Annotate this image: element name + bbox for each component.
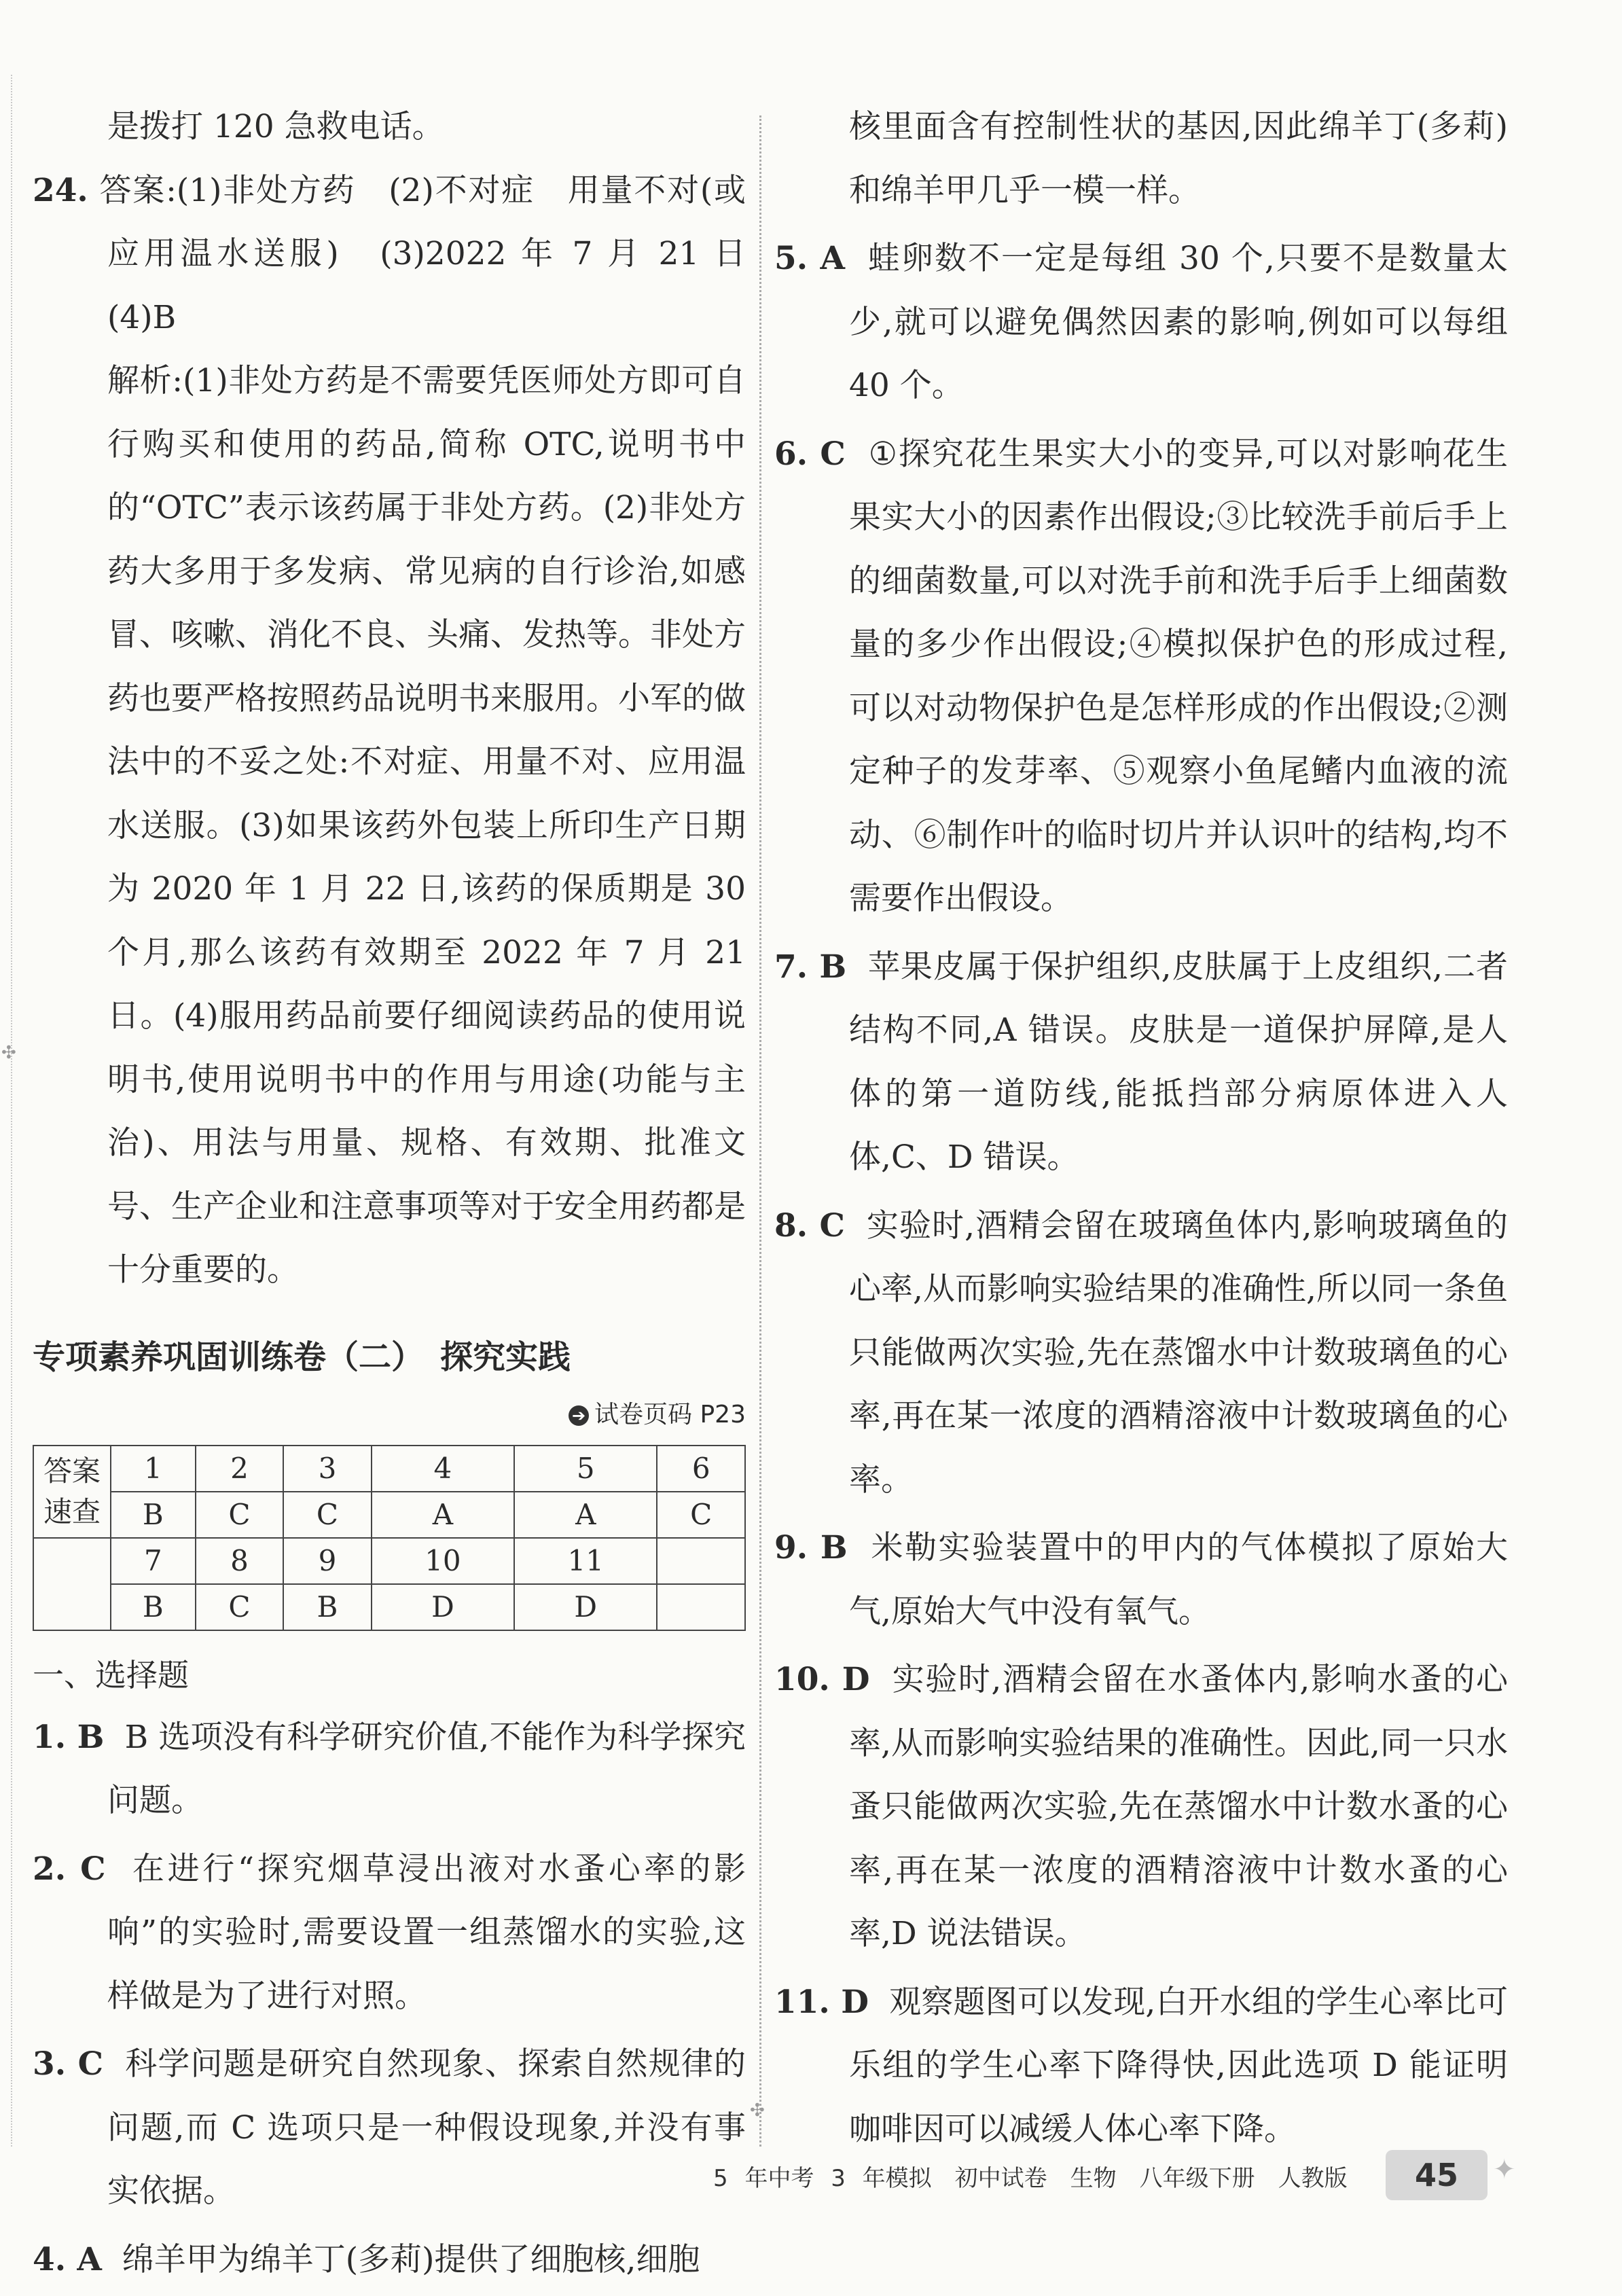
list-item [33,1837,746,2028]
section-title: 专项素养巩固训练卷（二） 探究实践 [33,1338,571,1376]
answer-text: 答案:(1)非处方药 (2)不对症 用量不对(或应用温水送服) (3)2022 年 7 月 21 日 (4)B [99,171,778,336]
table-cell: C [196,1584,284,1630]
binding-mark-icon: ✣ [750,2100,765,2121]
table-cell: B [111,1584,196,1630]
item-text: 观察题图可以发现,白开水组的学生心率比可乐组的学生心率下降得快,因此选项 D 能证明咖啡因可以减缓人体心率下降。 [849,1983,1508,2148]
analysis-text: 解析:(1)非处方药是不需要凭医师处方即可自行购买和使用的药品,简称 OTC,说明书中的“OTC”表示该药属于非处方药。(2)非处方药大多用于多发病、常见病的自行诊治,如感冒、咳嗽、消化不良、头痛、发热等。非处方药也要严格按照药品说明书来服用。小军的做法中的不妥之处:不对症、用量不对、应用温水送服。(3)如果该药外包装上所印生产日期为 2020 年 1 月 22 日,该药的保质期是 30 个月,那么该药有效期至 2022 年 7 月 21 日。(4)服用药品前要仔细阅读药品的使用说明书,使用说明书中的作用与用途(功能与主治)、用法与用量、规格、有效期、批准文号、生产企业和注意事项等对于安全用药都是十分重要的。 [107,362,746,1289]
table-cell: 2 [196,1446,284,1492]
continued-text: 核里面含有控制性状的基因,因此绵羊丁(多莉)和绵羊甲几乎一模一样。 [849,108,1508,209]
table-cell: A [372,1492,514,1538]
item-text: 在进行“探究烟草浸出液对水蚤心率的影响”的实验时,需要设置一组蒸馏水的实验,这样做是为了进行对照。 [107,1850,746,2015]
item-text: ①探究花生果实大小的变异,可以对影响花生果实大小的因素作出假设;③比较洗手前后手上的细菌数量,可以对洗手前和洗手后手上细菌数量的多少作出假设;④模拟保护色的形成过程,可以对动物保护色是怎样形成的作出假设;②测定种子的发芽率、⑤观察小鱼尾鳍内血液的流动、⑥制作叶的临时切片并认识叶的结构,均不需要作出假设。 [849,435,1509,917]
item-text: 实验时,酒精会留在玻璃鱼体内,影响玻璃鱼的心率,从而影响实验结果的准确性,所以同一条鱼只能做两次实验,先在蒸馏水中计数玻璃鱼的心率,再在某一浓度的酒精溶液中计数玻璃鱼的心率。 [849,1206,1508,1499]
list-item [774,423,1508,931]
question-number: 24. [33,171,88,209]
table-label: 答案 速查 [33,1446,111,1538]
table-cell: 6 [657,1446,745,1492]
list-item [774,227,1508,418]
table-cell [657,1584,745,1630]
list-item [774,935,1508,1189]
page-footer [713,2150,1596,2204]
question-24 [33,159,778,1302]
item-number: 4. A [33,2240,102,2278]
table-cell [657,1538,745,1584]
table-cell: 11 [514,1538,657,1584]
list-item [774,1516,1508,1643]
page-reference [33,1395,746,1442]
answer-table [33,1445,746,1631]
table-cell: C [657,1492,745,1538]
right-column [774,95,1508,2166]
table-cell: A [514,1492,657,1538]
item-number: 2. C [33,1850,106,1888]
list-item [33,1706,746,1833]
table-cell: 10 [372,1538,514,1584]
item-number: 11. D [774,1983,869,2021]
list-item [774,1971,1508,2162]
table-cell: 9 [283,1538,372,1584]
list-item [33,2228,746,2292]
list-item [33,2032,746,2223]
table-cell: 1 [111,1446,196,1492]
item-text: 苹果皮属于保护组织,皮肤属于上皮组织,二者结构不同,A 错误。皮肤是一道保护屏障,是人体的第一道防线,能抵挡部分病原体进入人体,C、D 错误。 [849,948,1509,1176]
item-text: 绵羊甲为绵羊丁(多莉)提供了细胞核,细胞 [122,2240,700,2278]
table-cell: 4 [372,1446,514,1492]
column-divider [759,115,761,2147]
table-cell: 8 [196,1538,284,1584]
arrow-right-icon: ➔ [569,1405,589,1426]
list-item [774,1194,1508,1512]
item-text: 实验时,酒精会留在水蚤体内,影响水蚤的心率,从而影响实验结果的准确性。因此,同一只水蚤只能做两次实验,先在蒸馏水中计数水蚤的心率,再在某一浓度的酒精溶液中计数水蚤的心率,D 说法错误。 [849,1661,1508,1952]
table-cell: 3 [283,1446,372,1492]
item-number: 3. C [33,2045,103,2083]
item-text: 蛙卵数不一定是每组 30 个,只要不是数量太少,就可以避免偶然因素的影响,例如可以每组 40 个。 [849,240,1508,404]
left-column [33,95,778,2296]
item-number: 1. B [33,1718,105,1756]
item-text: B 选项没有科学研究价值,不能作为科学探究问题。 [107,1718,746,1819]
item-number: 10. D [774,1661,870,1698]
table-cell: C [196,1492,284,1538]
table-label-spacer [33,1538,111,1630]
table-cell: C [283,1492,372,1538]
subheading: 一、选择题 [33,1656,189,1693]
left-margin-rule [11,75,12,2147]
table-cell: D [372,1584,514,1630]
item-number: 7. B [774,948,847,986]
page-reference-text: 试卷页码 P23 [594,1400,746,1429]
item-text: 米勒实验装置中的甲内的气体模拟了原始大气,原始大气中没有氧气。 [849,1529,1508,1630]
binding-mark-icon: ✣ [1,1043,16,1063]
page-number: 45 [1386,2150,1488,2200]
table-cell: B [283,1584,372,1630]
table-cell: D [514,1584,657,1630]
list-item [774,1648,1508,1966]
item-number: 5. A [774,240,845,277]
table-cell: 5 [514,1446,657,1492]
item-number: 8. C [774,1206,845,1244]
item-text: 科学问题是研究自然现象、探索自然规律的问题,而 C 选项只是一种假设现象,并没有事实依据。 [107,2045,746,2210]
table-cell: 7 [111,1538,196,1584]
item-number: 6. C [774,435,846,473]
footer-text: 5 年中考 3 年模拟 初中试卷 生物 八年级下册 人教版 [713,2165,1348,2192]
table-cell: B [111,1492,196,1538]
item-number: 9. B [774,1529,848,1566]
decoration-swirl-icon: ✦ [1493,2154,1516,2185]
continued-text: 是拨打 120 急救电话。 [107,108,444,145]
